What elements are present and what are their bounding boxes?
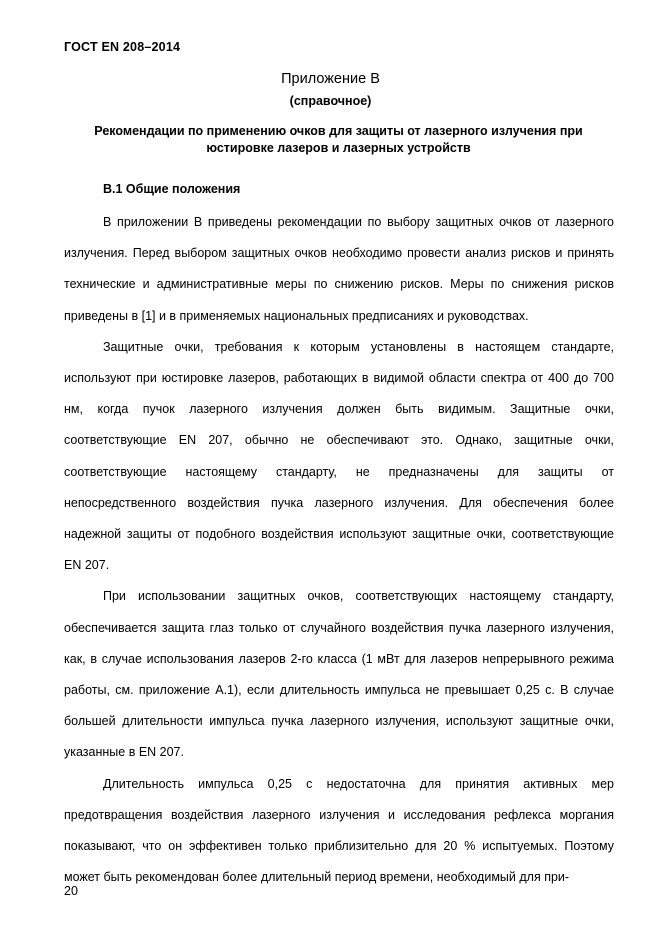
annex-title: Приложение B: [281, 71, 380, 87]
document-code: ГОСТ EN 208–2014: [64, 40, 181, 54]
section-title: B.1 Общие положения: [103, 182, 241, 196]
paragraph-4: Длительность импульса 0,25 с недостаточна для принятия активных мер предотвращения воздействия лазерного излучения и исследования рефлекса моргания показывают, что он эффективен только приблизительно для 20 % испытуемых. Поэтому может быть рекомендован более длительный период времени, необходимый для при-: [64, 776, 614, 885]
page-number: 20: [64, 884, 78, 898]
paragraph-1: В приложении B приведены рекомендации по выбору защитных очков от лазерного излучения. Перед выбором защитных очков необходимо провести анализ рисков и принять технические и административные меры по снижению рисков. Меры по снижения рисков приведены в [1] и в применяемых национальных предписаниях и руководствах.: [64, 215, 614, 323]
body-text: [64, 207, 614, 893]
paragraph-2: Защитные очки, требования к которым установлены в настоящем стандарте, используют при юстировке лазеров, работающих в видимой области спектра от 400 до 700 нм, когда пучок лазерного излучения должен быть видимым. Защитные очки, соответствующие EN 207, обычно не обеспечивают это. Однако, защитные очки, соответствующие настоящему стандарту, не предназначены для защиты от непосредственного воздействия пучка лазерного излучения. Для обеспечения более надежной защиты от подобного воздействия используют защитные очки, соответствующие EN 207.: [64, 339, 614, 573]
annex-heading: Рекомендации по применению очков для защиты от лазерного излучения при юстировке лазеров и лазерных устройств: [94, 124, 583, 155]
paragraph-3: При использовании защитных очков, соответствующих настоящему стандарту, обеспечивается защита глаз только от случайного воздействия пучка лазерного излучения, как, в случае использования лазеров 2-го класса (1 мВт для лазеров непрерывного режима работы, см. приложение A.1), если длительность импульса не превышает 0,25 с. В случае большей длительности импульса пучка лазерного излучения, используют защитные очки, указанные в EN 207.: [64, 589, 614, 760]
annex-subtitle: (справочное): [289, 94, 372, 108]
